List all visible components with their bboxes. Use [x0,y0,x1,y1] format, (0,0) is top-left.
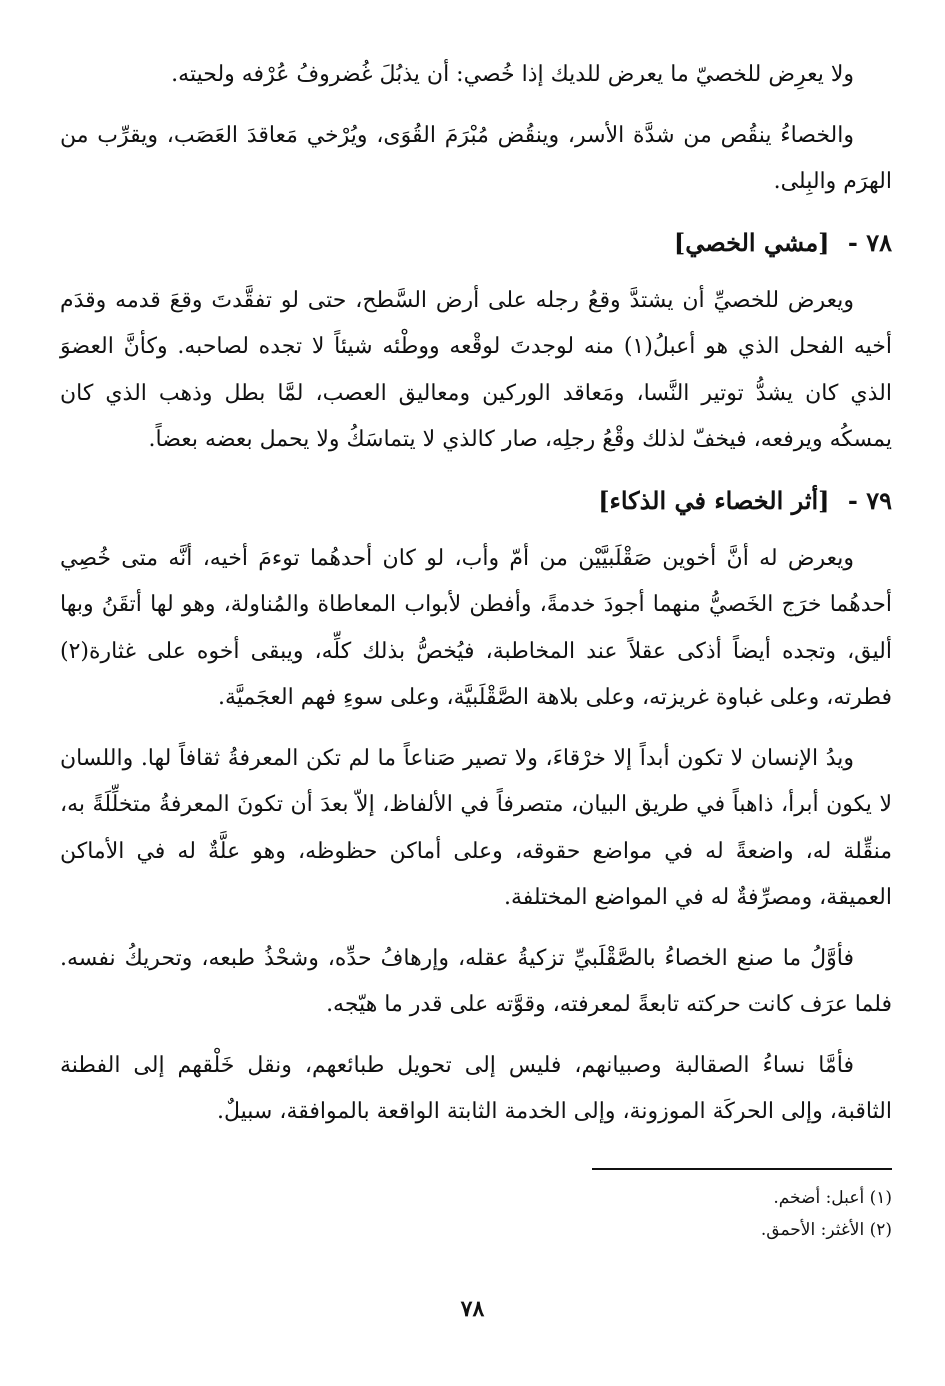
section-title: [مشي الخصي] [673,227,830,257]
paragraph: ولا يعرِض للخصيّ ما يعرض للديك إذا خُصي: أن يذبُلَ غُضروفُ عُرْفه ولحيته. [171,62,854,87]
section-number: ٧٨ - [847,227,892,257]
section-heading-79 [60,478,892,524]
section-title: [أثر الخصاء في الذكاء] [598,485,830,515]
page-body [60,52,892,1246]
paragraph: ويدُ الإنسان لا تكون أبداً إلا خرْقاءَ، ولا تصير صَناعاً ما لم تكن المعرفةُ ثقافاً لها. واللسان لا يكون أبرأ، ذاهباً في طريق البيان، متصرفاً في الألفاظ، إلاّ بعدَ أن تكونَ المعرفةُ متخلِّلَةً به، منقِّلة له، واضعةً له في مواضع حقوقه، وعلى أماكن حظوظه، وهو علَّةٌ له في الأماكن العميقة، ومصرِّفةٌ له في المواضع المختلفة. [60,745,892,910]
footnote-divider [592,1168,892,1170]
paragraph: فأوَّلُ ما صنع الخصاءُ بالصَّقْلَبيِّ تزكيةُ عقله، وإرهافُ حدِّه، وشحْذُ طبعه، وتحريكُ نفسه. فلما عرَف كانت حركته تابعةً لمعرفته، وقوَّته على قدر ما هيّجه. [60,945,892,1017]
paragraph: ويعرض له أنَّ أخوين صَقْلَبيَّيْن من أمّ وأب، لو كان أحدهُما توءمَ أخيه، أنَّه متى خُصِي أحدهُما خرَج الخَصيُّ منهما أجودَ خدمةً، وأفطن لأبواب المعاطاة والمُناولة، وهو لها أتقَنُ وبها أليق، وتجده أيضاً أذكى عقلاً عند المخاطبة، فيُخصُّ بذلك كلِّه، ويبقى أخوه على غثارة(٢) فطرته، وعلى غباوة غريزته، وعلى بلاهة الصَّقْلَبيَّة، وعلى سوءِ فهم العجَميَّة. [60,545,892,710]
paragraph: فأمَّا نساءُ الصقالبة وصبيانهم، فليس إلى تحويل طبائعهم، ونقل خَلْقهم إلى الفطنة الثاقبة، وإلى الحركَة الموزونة، وإلى الخدمة الثابتة الواقعة بالموافقة، سبيلٌ. [60,1052,892,1124]
footnote: (١) أعبل: أضخم. [773,1187,892,1208]
page-number: ٧٨ [460,1296,485,1322]
paragraph: والخصاءُ ينقُص من شدَّة الأسر، وينقُض مُبْرَمَ القُوَى، ويُرْخي مَعاقدَ العَصَب، ويقرِّب من الهرَم والبِلى. [60,122,892,194]
paragraph: ويعرض للخصيِّ أن يشتدَّ وقعُ رجله على أرض السَّطح، حتى لو تفقَّدتَ وقعَ قدمه وقدَم أخيه الفحل الذي هو أعبلُ(١) منه لوجدتَ لوقْعه ووطْئه شيئاً لا تجده لصاحبه. وكأنَّ العضوَ الذي كان يشدُّ توتير النَّسا، ومَعاقد الوركين ومعاليق العصب، لمَّا بطل وذهب الذي كان يمسكُه ويرفعه، فيخفّ لذلك وقْعُ رجلِه، صار كالذي لا يتماسَكُ ولا يحمل بعضه بعضاً. [60,287,892,452]
footnote: (٢) الأغثر: الأحمق. [760,1219,892,1240]
section-heading-78 [60,220,892,266]
section-number: ٧٩ - [847,485,892,515]
